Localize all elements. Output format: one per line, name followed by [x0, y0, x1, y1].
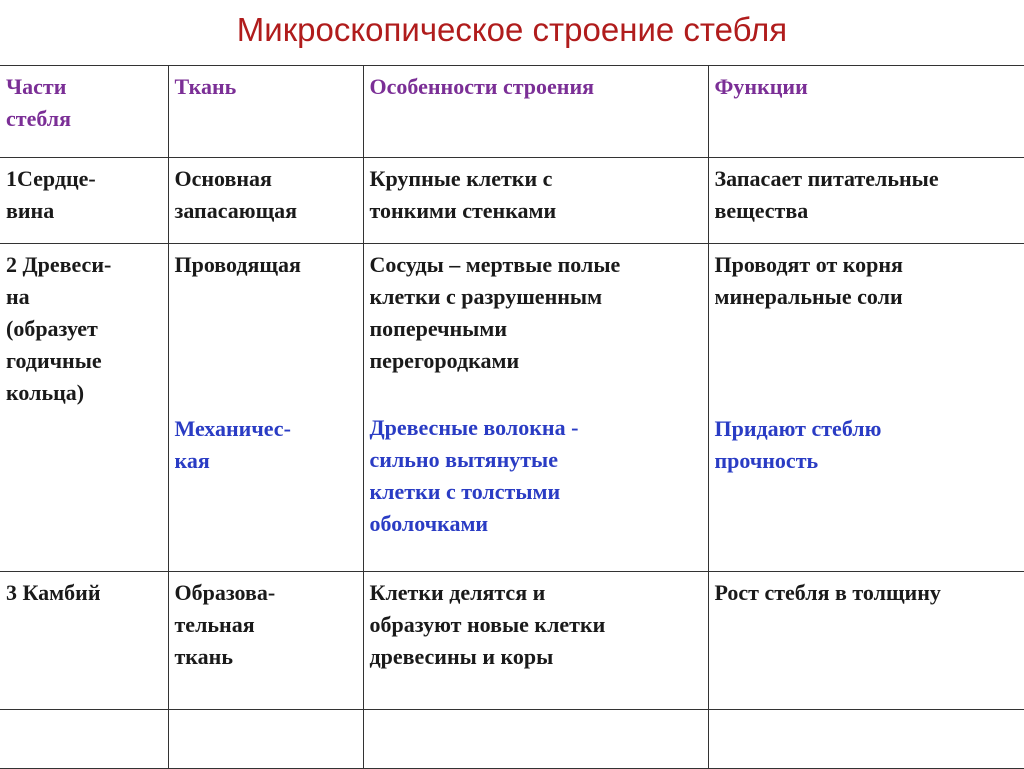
- empty-cell: [708, 710, 1024, 769]
- function-cell: [708, 572, 1024, 710]
- cell-line: Придают стеблю: [714, 416, 882, 441]
- cell-line: Древесные волокна -: [369, 415, 579, 440]
- conductive-tissue: Проводящая: [174, 252, 301, 277]
- cell-line: Сосуды – мертвые полые: [369, 252, 621, 277]
- cell-line: вещества: [714, 198, 809, 223]
- cell-line: годичные: [6, 348, 102, 373]
- table-row-empty: [0, 710, 1024, 769]
- structure-cell: [363, 244, 708, 572]
- cell-line: прочность: [714, 448, 819, 473]
- tissue-cell: [168, 244, 363, 572]
- cell-spacer: [715, 313, 1019, 413]
- table-row: [0, 572, 1024, 710]
- header-function: Функции: [714, 74, 808, 99]
- cell-line: 2 Древеси-: [6, 252, 112, 277]
- table-row: [0, 158, 1024, 244]
- cell-line: кольца): [6, 380, 85, 405]
- function-cell: [708, 158, 1024, 244]
- cell-line: Запасает питательные: [714, 166, 939, 191]
- mechanical-tissue-line: кая: [174, 448, 210, 473]
- cell-line: Рост стебля в толщину: [714, 580, 941, 605]
- empty-cell: [168, 710, 363, 769]
- cell-line: клетки с разрушенным: [369, 284, 603, 309]
- cell-line: вина: [6, 198, 55, 223]
- header-structure: Особенности строения: [369, 74, 595, 99]
- table-row: [0, 244, 1024, 572]
- cell-line: оболочками: [369, 511, 489, 536]
- cell-line: Клетки делятся и: [369, 580, 546, 605]
- cell-line: перегородками: [369, 348, 520, 373]
- structure-cell: [363, 572, 708, 710]
- cell-line: (образует: [6, 316, 98, 341]
- cell-line: тонкими стенками: [369, 198, 557, 223]
- header-part-cell: [0, 66, 168, 158]
- cell-line: древесины и коры: [369, 644, 554, 669]
- cell-line: запасающая: [174, 198, 298, 223]
- header-function-cell: [708, 66, 1024, 158]
- header-part-line: Части: [6, 74, 67, 99]
- cell-line: образуют новые клетки: [369, 612, 606, 637]
- header-tissue: Ткань: [174, 74, 237, 99]
- cell-line: ткань: [174, 644, 233, 669]
- cell-line: 1Сердце-: [6, 166, 96, 191]
- header-structure-cell: [363, 66, 708, 158]
- cell-line: сильно вытянутые: [369, 447, 558, 472]
- structure-cell: [363, 158, 708, 244]
- cell-line: тельная: [174, 612, 255, 637]
- cell-spacer: [370, 377, 702, 412]
- cell-line: минеральные соли: [714, 284, 903, 309]
- cell-line: поперечными: [369, 316, 507, 341]
- cell-spacer: [175, 281, 357, 413]
- part-cell: [0, 572, 168, 710]
- header-tissue-cell: [168, 66, 363, 158]
- cell-line: Крупные клетки с: [369, 166, 553, 191]
- part-cell: [0, 244, 168, 572]
- empty-cell: [0, 710, 168, 769]
- part-cell: [0, 158, 168, 244]
- tissue-cell: [168, 572, 363, 710]
- empty-cell: [363, 710, 708, 769]
- cell-line: Проводят от корня: [714, 252, 903, 277]
- table-header-row: [0, 66, 1024, 158]
- cell-line: 3 Камбий: [6, 580, 101, 605]
- mechanical-tissue-line: Механичес-: [174, 416, 291, 441]
- cell-line: на: [6, 284, 30, 309]
- page-title: Микроскопическое строение стебля: [236, 11, 788, 48]
- tissue-cell: [168, 158, 363, 244]
- stem-structure-table: [0, 65, 1024, 769]
- function-cell: [708, 244, 1024, 572]
- cell-line: клетки с толстыми: [369, 479, 561, 504]
- header-part-line: стебля: [6, 106, 72, 131]
- cell-line: Основная: [174, 166, 272, 191]
- cell-line: Образова-: [174, 580, 276, 605]
